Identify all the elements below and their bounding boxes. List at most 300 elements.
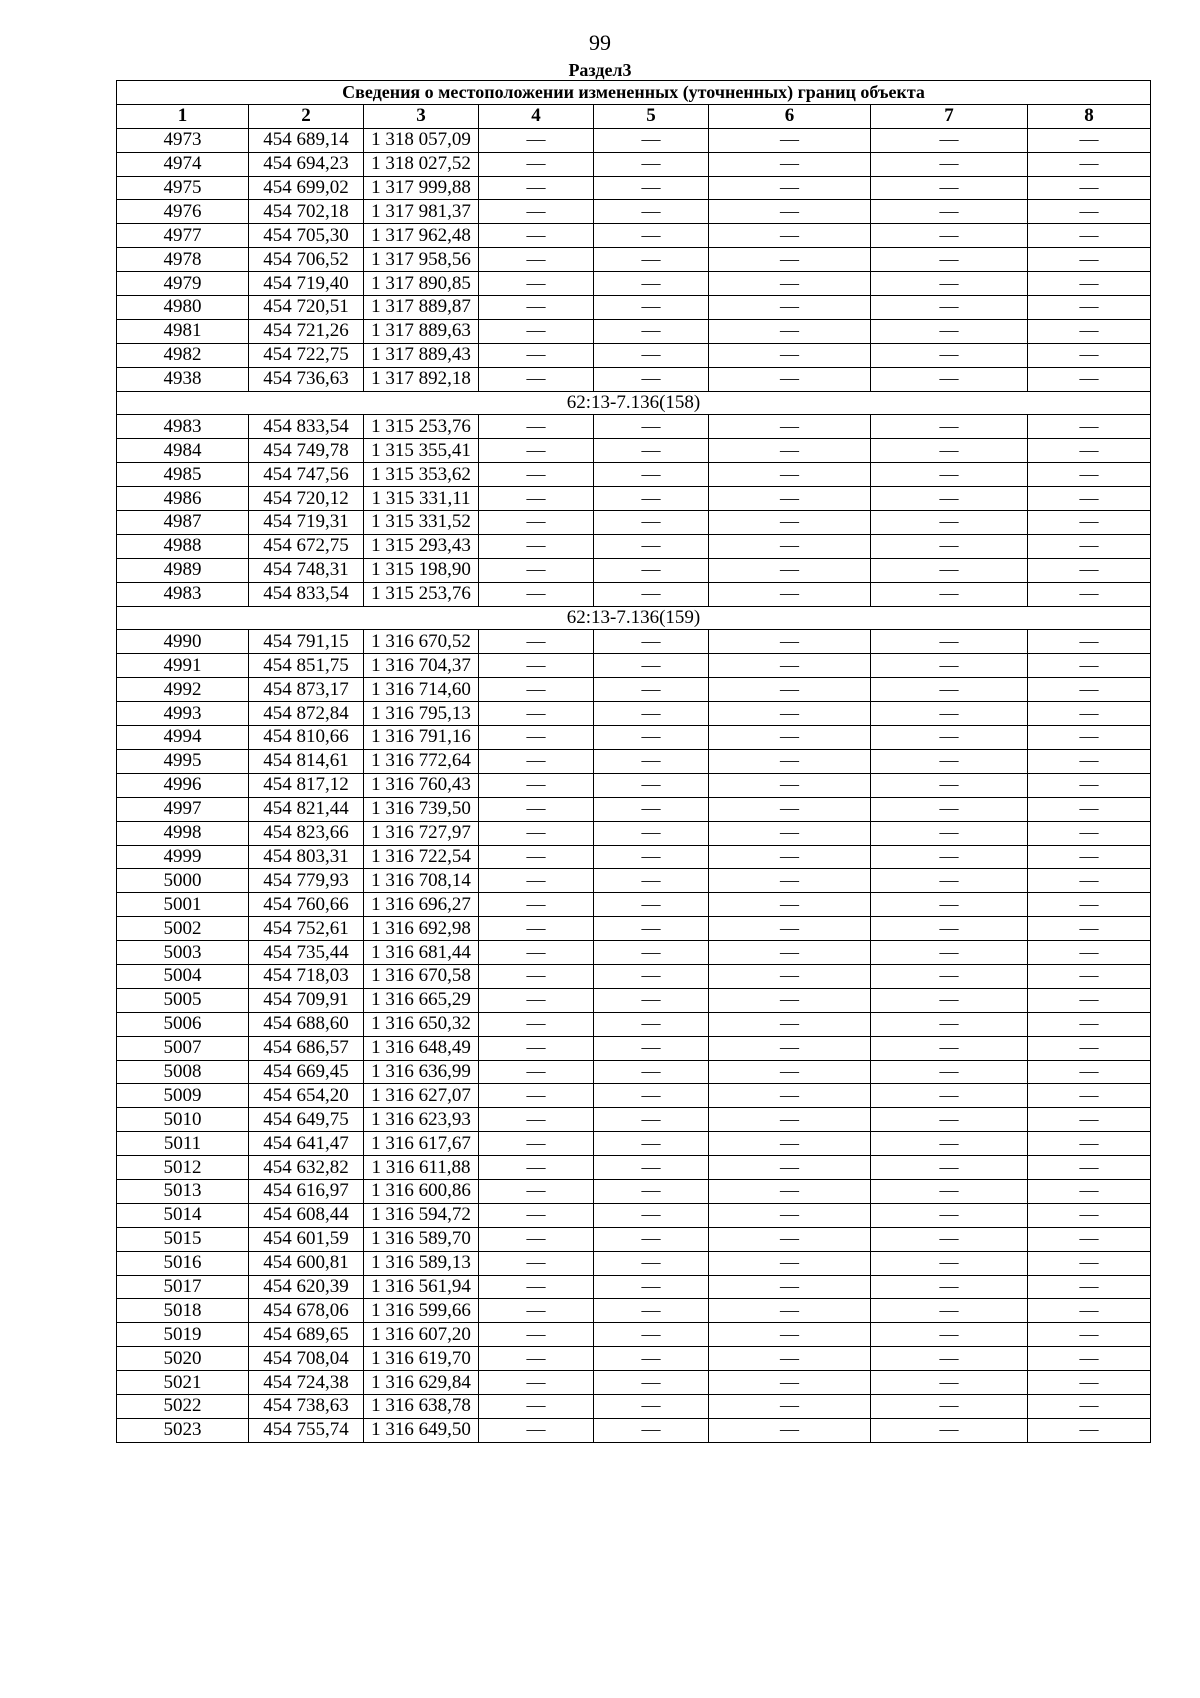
empty-cell-col-6: —	[709, 678, 871, 702]
empty-cell-col-8: —	[1028, 272, 1151, 296]
coordinate-y: 1 315 355,41	[364, 439, 479, 463]
point-number: 4998	[117, 821, 249, 845]
empty-cell-col-4: —	[479, 1418, 594, 1442]
empty-cell-col-8: —	[1028, 821, 1151, 845]
point-number: 5010	[117, 1108, 249, 1132]
coordinate-y: 1 316 696,27	[364, 893, 479, 917]
empty-cell-col-5: —	[594, 654, 709, 678]
empty-cell-col-4: —	[479, 1275, 594, 1299]
empty-cell-col-5: —	[594, 1108, 709, 1132]
point-number: 5012	[117, 1156, 249, 1180]
coordinate-y: 1 316 636,99	[364, 1060, 479, 1084]
point-number: 4999	[117, 845, 249, 869]
coordinate-x: 454 719,40	[249, 272, 364, 296]
empty-cell-col-8: —	[1028, 678, 1151, 702]
point-number: 4993	[117, 702, 249, 726]
point-number: 4994	[117, 726, 249, 750]
empty-cell-col-6: —	[709, 1156, 871, 1180]
empty-cell-col-6: —	[709, 1060, 871, 1084]
empty-cell-col-5: —	[594, 319, 709, 343]
coordinate-y: 1 315 253,76	[364, 582, 479, 606]
table-row	[117, 296, 1151, 320]
empty-cell-col-8: —	[1028, 152, 1151, 176]
coordinate-y: 1 316 629,84	[364, 1371, 479, 1395]
column-header-2: 2	[249, 104, 364, 128]
empty-cell-col-8: —	[1028, 1179, 1151, 1203]
empty-cell-col-4: —	[479, 439, 594, 463]
empty-cell-col-5: —	[594, 248, 709, 272]
empty-cell-col-5: —	[594, 1251, 709, 1275]
empty-cell-col-8: —	[1028, 248, 1151, 272]
point-number: 4987	[117, 511, 249, 535]
point-number: 4977	[117, 224, 249, 248]
table-row	[117, 773, 1151, 797]
empty-cell-col-8: —	[1028, 1347, 1151, 1371]
coordinate-y: 1 316 727,97	[364, 821, 479, 845]
empty-cell-col-4: —	[479, 654, 594, 678]
empty-cell-col-4: —	[479, 1084, 594, 1108]
empty-cell-col-6: —	[709, 511, 871, 535]
empty-cell-col-7: —	[871, 296, 1028, 320]
coordinate-y: 1 316 623,93	[364, 1108, 479, 1132]
empty-cell-col-5: —	[594, 1227, 709, 1251]
coordinate-x: 454 803,31	[249, 845, 364, 869]
empty-cell-col-7: —	[871, 1156, 1028, 1180]
point-number: 4980	[117, 296, 249, 320]
table-row	[117, 1132, 1151, 1156]
table-row	[117, 917, 1151, 941]
coordinate-y: 1 316 704,37	[364, 654, 479, 678]
table-caption: Сведения о местоположении измененных (уточненных) границ объекта	[117, 81, 1151, 105]
empty-cell-col-8: —	[1028, 869, 1151, 893]
empty-cell-col-8: —	[1028, 1299, 1151, 1323]
table-row	[117, 152, 1151, 176]
empty-cell-col-4: —	[479, 630, 594, 654]
empty-cell-col-4: —	[479, 1060, 594, 1084]
coordinate-y: 1 316 617,67	[364, 1132, 479, 1156]
table-row	[117, 1108, 1151, 1132]
empty-cell-col-6: —	[709, 1036, 871, 1060]
empty-cell-col-6: —	[709, 773, 871, 797]
coordinate-x: 454 823,66	[249, 821, 364, 845]
point-number: 5019	[117, 1323, 249, 1347]
empty-cell-col-5: —	[594, 678, 709, 702]
table-row	[117, 272, 1151, 296]
empty-cell-col-6: —	[709, 1371, 871, 1395]
point-number: 5001	[117, 893, 249, 917]
empty-cell-col-5: —	[594, 1275, 709, 1299]
empty-cell-col-5: —	[594, 487, 709, 511]
column-header-4: 4	[479, 104, 594, 128]
point-number: 4981	[117, 319, 249, 343]
table-row	[117, 702, 1151, 726]
empty-cell-col-6: —	[709, 1012, 871, 1036]
empty-cell-col-5: —	[594, 988, 709, 1012]
coordinate-y: 1 316 708,14	[364, 869, 479, 893]
point-number: 4989	[117, 558, 249, 582]
table-row	[117, 1156, 1151, 1180]
empty-cell-col-8: —	[1028, 1394, 1151, 1418]
empty-cell-col-5: —	[594, 534, 709, 558]
empty-cell-col-4: —	[479, 1299, 594, 1323]
table-row	[117, 1347, 1151, 1371]
empty-cell-col-4: —	[479, 487, 594, 511]
coordinate-y: 1 316 760,43	[364, 773, 479, 797]
point-number: 4938	[117, 367, 249, 391]
point-number: 4985	[117, 463, 249, 487]
empty-cell-col-4: —	[479, 272, 594, 296]
coordinate-y: 1 315 198,90	[364, 558, 479, 582]
empty-cell-col-7: —	[871, 1060, 1028, 1084]
point-number: 4975	[117, 176, 249, 200]
point-number: 5014	[117, 1203, 249, 1227]
empty-cell-col-7: —	[871, 1012, 1028, 1036]
empty-cell-col-7: —	[871, 821, 1028, 845]
coordinate-x: 454 620,39	[249, 1275, 364, 1299]
empty-cell-col-7: —	[871, 869, 1028, 893]
empty-cell-col-7: —	[871, 964, 1028, 988]
point-number: 4992	[117, 678, 249, 702]
coordinate-x: 454 791,15	[249, 630, 364, 654]
empty-cell-col-8: —	[1028, 1036, 1151, 1060]
table-row	[117, 415, 1151, 439]
coordinate-x: 454 608,44	[249, 1203, 364, 1227]
coordinate-y: 1 316 692,98	[364, 917, 479, 941]
point-number: 4995	[117, 749, 249, 773]
coordinate-y: 1 316 607,20	[364, 1323, 479, 1347]
point-number: 5017	[117, 1275, 249, 1299]
empty-cell-col-6: —	[709, 1108, 871, 1132]
coordinate-x: 454 722,75	[249, 343, 364, 367]
coordinate-x: 454 724,38	[249, 1371, 364, 1395]
point-number: 5008	[117, 1060, 249, 1084]
empty-cell-col-5: —	[594, 415, 709, 439]
coordinate-y: 1 315 353,62	[364, 463, 479, 487]
boundary-coordinates-table	[116, 80, 1151, 1443]
table-row	[117, 893, 1151, 917]
empty-cell-col-5: —	[594, 367, 709, 391]
point-number: 5022	[117, 1394, 249, 1418]
table-row	[117, 487, 1151, 511]
empty-cell-col-8: —	[1028, 749, 1151, 773]
empty-cell-col-6: —	[709, 248, 871, 272]
coordinate-y: 1 316 589,13	[364, 1251, 479, 1275]
coordinate-x: 454 699,02	[249, 176, 364, 200]
coordinate-x: 454 708,04	[249, 1347, 364, 1371]
table-row	[117, 1203, 1151, 1227]
empty-cell-col-6: —	[709, 630, 871, 654]
empty-cell-col-6: —	[709, 1394, 871, 1418]
empty-cell-col-7: —	[871, 534, 1028, 558]
empty-cell-col-4: —	[479, 917, 594, 941]
table-row	[117, 1036, 1151, 1060]
empty-cell-col-4: —	[479, 200, 594, 224]
empty-cell-col-7: —	[871, 128, 1028, 152]
empty-cell-col-6: —	[709, 176, 871, 200]
empty-cell-col-8: —	[1028, 630, 1151, 654]
empty-cell-col-4: —	[479, 1156, 594, 1180]
empty-cell-col-6: —	[709, 941, 871, 965]
empty-cell-col-5: —	[594, 1036, 709, 1060]
coordinate-y: 1 316 594,72	[364, 1203, 479, 1227]
coordinate-y: 1 316 665,29	[364, 988, 479, 1012]
coordinate-x: 454 689,65	[249, 1323, 364, 1347]
empty-cell-col-7: —	[871, 1036, 1028, 1060]
table-row	[117, 988, 1151, 1012]
point-number: 4979	[117, 272, 249, 296]
empty-cell-col-4: —	[479, 1227, 594, 1251]
coordinate-x: 454 694,23	[249, 152, 364, 176]
empty-cell-col-6: —	[709, 845, 871, 869]
empty-cell-col-8: —	[1028, 582, 1151, 606]
coordinate-y: 1 316 599,66	[364, 1299, 479, 1323]
empty-cell-col-6: —	[709, 749, 871, 773]
empty-cell-col-7: —	[871, 248, 1028, 272]
point-number: 5006	[117, 1012, 249, 1036]
point-number: 5015	[117, 1227, 249, 1251]
empty-cell-col-7: —	[871, 176, 1028, 200]
coordinate-x: 454 641,47	[249, 1132, 364, 1156]
coordinate-y: 1 317 981,37	[364, 200, 479, 224]
empty-cell-col-4: —	[479, 702, 594, 726]
empty-cell-col-6: —	[709, 415, 871, 439]
coordinate-x: 454 749,78	[249, 439, 364, 463]
empty-cell-col-7: —	[871, 1347, 1028, 1371]
empty-cell-col-4: —	[479, 797, 594, 821]
empty-cell-col-7: —	[871, 749, 1028, 773]
parcel-label: 62:13-7.136(159)	[117, 606, 1151, 630]
coordinate-y: 1 316 739,50	[364, 797, 479, 821]
table-row	[117, 1323, 1151, 1347]
empty-cell-col-4: —	[479, 1203, 594, 1227]
empty-cell-col-8: —	[1028, 702, 1151, 726]
point-number: 5020	[117, 1347, 249, 1371]
coordinate-y: 1 316 791,16	[364, 726, 479, 750]
coordinate-x: 454 873,17	[249, 678, 364, 702]
empty-cell-col-5: —	[594, 224, 709, 248]
column-header-8: 8	[1028, 104, 1151, 128]
empty-cell-col-6: —	[709, 487, 871, 511]
empty-cell-col-6: —	[709, 1299, 871, 1323]
coordinate-x: 454 616,97	[249, 1179, 364, 1203]
empty-cell-col-5: —	[594, 869, 709, 893]
coordinate-x: 454 735,44	[249, 941, 364, 965]
empty-cell-col-5: —	[594, 1347, 709, 1371]
coordinate-y: 1 316 670,52	[364, 630, 479, 654]
coordinate-x: 454 718,03	[249, 964, 364, 988]
table-row	[117, 128, 1151, 152]
coordinate-y: 1 316 627,07	[364, 1084, 479, 1108]
empty-cell-col-7: —	[871, 773, 1028, 797]
empty-cell-col-7: —	[871, 200, 1028, 224]
coordinate-y: 1 317 889,63	[364, 319, 479, 343]
empty-cell-col-6: —	[709, 917, 871, 941]
empty-cell-col-8: —	[1028, 1060, 1151, 1084]
empty-cell-col-5: —	[594, 726, 709, 750]
empty-cell-col-8: —	[1028, 1132, 1151, 1156]
empty-cell-col-8: —	[1028, 773, 1151, 797]
empty-cell-col-7: —	[871, 678, 1028, 702]
point-number: 5009	[117, 1084, 249, 1108]
coordinate-y: 1 315 331,52	[364, 511, 479, 535]
empty-cell-col-6: —	[709, 1203, 871, 1227]
empty-cell-col-5: —	[594, 1179, 709, 1203]
empty-cell-col-4: —	[479, 582, 594, 606]
empty-cell-col-6: —	[709, 439, 871, 463]
empty-cell-col-6: —	[709, 319, 871, 343]
coordinate-x: 454 821,44	[249, 797, 364, 821]
empty-cell-col-6: —	[709, 534, 871, 558]
point-number: 5000	[117, 869, 249, 893]
empty-cell-col-4: —	[479, 749, 594, 773]
empty-cell-col-5: —	[594, 463, 709, 487]
empty-cell-col-5: —	[594, 343, 709, 367]
point-number: 4988	[117, 534, 249, 558]
empty-cell-col-5: —	[594, 964, 709, 988]
empty-cell-col-8: —	[1028, 726, 1151, 750]
point-number: 4996	[117, 773, 249, 797]
empty-cell-col-8: —	[1028, 558, 1151, 582]
empty-cell-col-5: —	[594, 821, 709, 845]
empty-cell-col-7: —	[871, 1323, 1028, 1347]
empty-cell-col-7: —	[871, 630, 1028, 654]
empty-cell-col-6: —	[709, 893, 871, 917]
coordinate-x: 454 706,52	[249, 248, 364, 272]
empty-cell-col-4: —	[479, 941, 594, 965]
table-row	[117, 439, 1151, 463]
coordinate-x: 454 748,31	[249, 558, 364, 582]
empty-cell-col-4: —	[479, 128, 594, 152]
empty-cell-col-6: —	[709, 1179, 871, 1203]
point-number: 4974	[117, 152, 249, 176]
table-row	[117, 511, 1151, 535]
coordinate-x: 454 760,66	[249, 893, 364, 917]
empty-cell-col-4: —	[479, 678, 594, 702]
empty-cell-col-7: —	[871, 1299, 1028, 1323]
table-row	[117, 797, 1151, 821]
coordinate-y: 1 316 611,88	[364, 1156, 479, 1180]
empty-cell-col-5: —	[594, 1060, 709, 1084]
table-row	[117, 343, 1151, 367]
table-row	[117, 367, 1151, 391]
point-number: 4986	[117, 487, 249, 511]
coordinate-y: 1 317 889,43	[364, 343, 479, 367]
coordinate-y: 1 317 889,87	[364, 296, 479, 320]
empty-cell-col-7: —	[871, 702, 1028, 726]
table-row	[117, 176, 1151, 200]
empty-cell-col-6: —	[709, 1323, 871, 1347]
coordinate-y: 1 316 795,13	[364, 702, 479, 726]
empty-cell-col-8: —	[1028, 128, 1151, 152]
point-number: 5007	[117, 1036, 249, 1060]
empty-cell-col-7: —	[871, 224, 1028, 248]
point-number: 5011	[117, 1132, 249, 1156]
empty-cell-col-5: —	[594, 1156, 709, 1180]
empty-cell-col-7: —	[871, 1084, 1028, 1108]
coordinate-x: 454 632,82	[249, 1156, 364, 1180]
empty-cell-col-4: —	[479, 1012, 594, 1036]
empty-cell-col-7: —	[871, 726, 1028, 750]
coordinate-y: 1 316 650,32	[364, 1012, 479, 1036]
empty-cell-col-8: —	[1028, 224, 1151, 248]
empty-cell-col-7: —	[871, 1418, 1028, 1442]
coordinate-y: 1 315 253,76	[364, 415, 479, 439]
coordinate-y: 1 316 649,50	[364, 1418, 479, 1442]
coordinate-x: 454 851,75	[249, 654, 364, 678]
coordinate-x: 454 689,14	[249, 128, 364, 152]
empty-cell-col-6: —	[709, 1132, 871, 1156]
empty-cell-col-7: —	[871, 152, 1028, 176]
empty-cell-col-4: —	[479, 1036, 594, 1060]
empty-cell-col-6: —	[709, 343, 871, 367]
empty-cell-col-6: —	[709, 272, 871, 296]
empty-cell-col-5: —	[594, 941, 709, 965]
coordinate-y: 1 316 714,60	[364, 678, 479, 702]
empty-cell-col-6: —	[709, 296, 871, 320]
empty-cell-col-5: —	[594, 1394, 709, 1418]
point-number: 5013	[117, 1179, 249, 1203]
point-number: 5002	[117, 917, 249, 941]
coordinate-y: 1 317 962,48	[364, 224, 479, 248]
table-row	[117, 654, 1151, 678]
table-row	[117, 1084, 1151, 1108]
empty-cell-col-5: —	[594, 630, 709, 654]
coordinate-x: 454 810,66	[249, 726, 364, 750]
empty-cell-col-5: —	[594, 749, 709, 773]
empty-cell-col-7: —	[871, 439, 1028, 463]
empty-cell-col-8: —	[1028, 893, 1151, 917]
empty-cell-col-8: —	[1028, 487, 1151, 511]
point-number: 4978	[117, 248, 249, 272]
column-header-row	[117, 104, 1151, 128]
coordinate-x: 454 678,06	[249, 1299, 364, 1323]
empty-cell-col-7: —	[871, 1108, 1028, 1132]
section-title: Раздел3	[568, 60, 632, 80]
empty-cell-col-4: —	[479, 845, 594, 869]
empty-cell-col-7: —	[871, 511, 1028, 535]
empty-cell-col-5: —	[594, 200, 709, 224]
empty-cell-col-4: —	[479, 988, 594, 1012]
empty-cell-col-4: —	[479, 152, 594, 176]
table-row	[117, 319, 1151, 343]
empty-cell-col-8: —	[1028, 1108, 1151, 1132]
table-row	[117, 463, 1151, 487]
empty-cell-col-6: —	[709, 654, 871, 678]
empty-cell-col-4: —	[479, 415, 594, 439]
empty-cell-col-8: —	[1028, 1275, 1151, 1299]
empty-cell-col-8: —	[1028, 415, 1151, 439]
empty-cell-col-7: —	[871, 487, 1028, 511]
coordinate-x: 454 719,31	[249, 511, 364, 535]
coordinate-x: 454 672,75	[249, 534, 364, 558]
point-number: 5003	[117, 941, 249, 965]
empty-cell-col-5: —	[594, 845, 709, 869]
empty-cell-col-7: —	[871, 1275, 1028, 1299]
empty-cell-col-8: —	[1028, 1251, 1151, 1275]
empty-cell-col-4: —	[479, 1108, 594, 1132]
table-row	[117, 845, 1151, 869]
point-number: 5004	[117, 964, 249, 988]
empty-cell-col-4: —	[479, 367, 594, 391]
empty-cell-col-7: —	[871, 1251, 1028, 1275]
coordinate-x: 454 779,93	[249, 869, 364, 893]
empty-cell-col-8: —	[1028, 988, 1151, 1012]
coordinate-x: 454 654,20	[249, 1084, 364, 1108]
empty-cell-col-8: —	[1028, 1418, 1151, 1442]
empty-cell-col-5: —	[594, 558, 709, 582]
empty-cell-col-7: —	[871, 415, 1028, 439]
empty-cell-col-8: —	[1028, 654, 1151, 678]
